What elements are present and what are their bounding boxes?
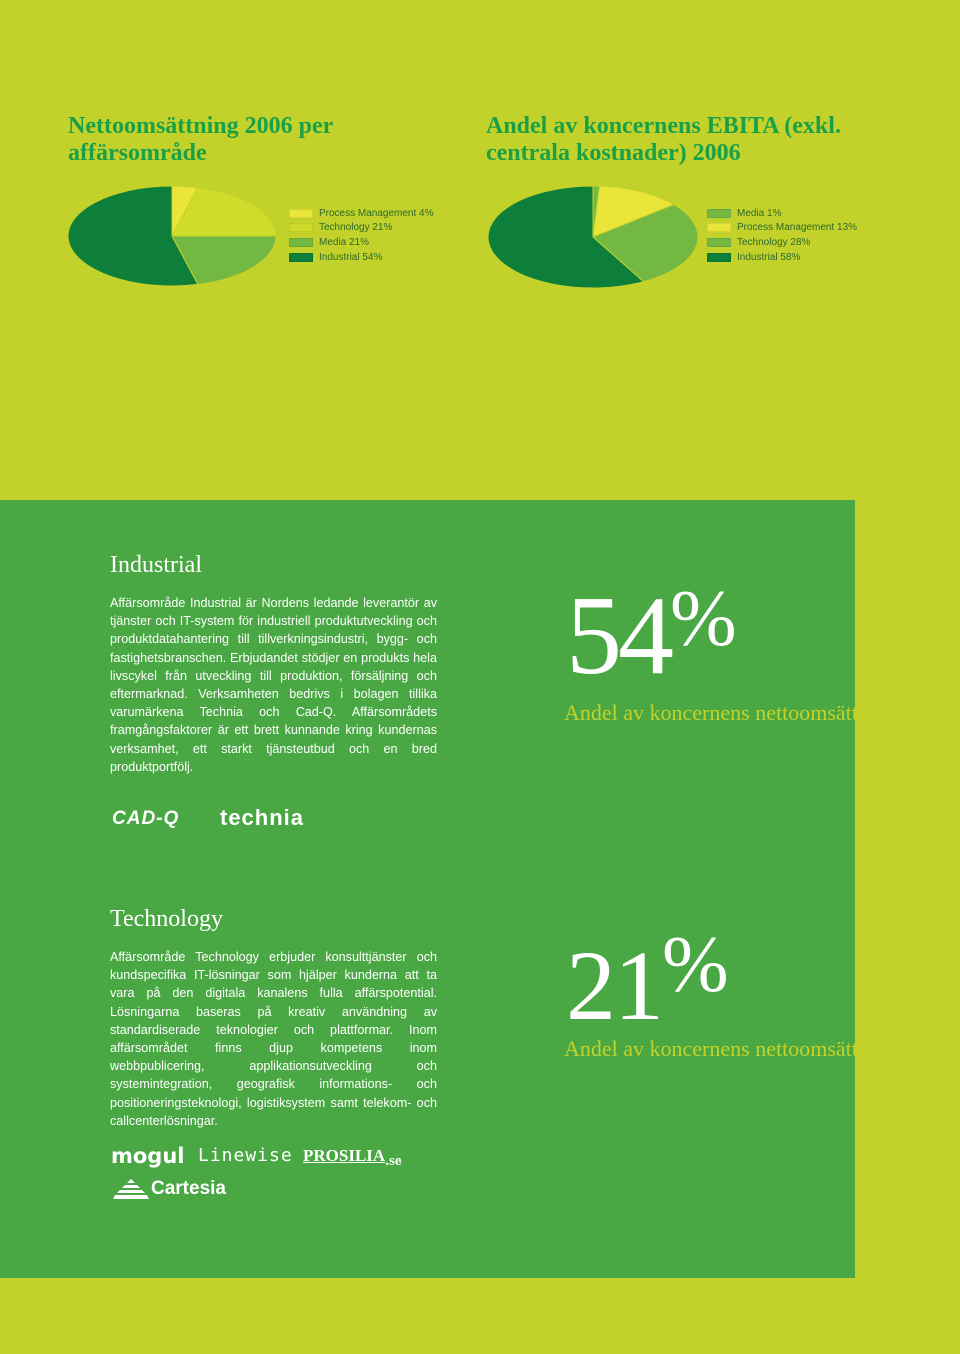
ebita-legend-swatch <box>707 238 731 247</box>
cartesia-logo <box>113 1178 226 1200</box>
mogul-logo: mogul <box>111 1144 185 1168</box>
technia-logo: technia <box>220 805 305 830</box>
ebita-legend-item <box>707 206 857 221</box>
revenue-legend-label: Process Management 4% <box>319 207 434 219</box>
revenue-legend-item <box>289 221 434 236</box>
prosilia-logo-domain: .se <box>385 1153 402 1169</box>
ebita-pie-chart <box>486 184 700 292</box>
industrial-share-number: 54 <box>566 574 670 698</box>
industrial-share-sign: % <box>670 575 733 663</box>
industrial-description: Affärsområde Industrial är Nordens ledande leverantör av tjänster och IT-system för industriell produktutveckling och produktdatahantering till tillverkningsindustri, bygg- och fastighetsbranschen. Erbjudandet stödjer en produkts hela livscykel från utveckling till produktion, försäljning och eftermarknad. Verksamheten bedrivs i bolagen tillika varumärkena Technia och Cad-Q. Affärsområdets framgångsfaktorer är ett brett kunnande kring kundernas verksamhet, ett starkt tjänsteutbud och en bred produktportfölj. <box>110 596 437 774</box>
revenue-legend-label: Media 21% <box>319 236 370 248</box>
ebita-legend-label: Industrial 58% <box>737 251 801 263</box>
industrial-share-percent <box>566 576 733 707</box>
revenue-legend-item <box>289 206 434 221</box>
industrial-title: Industrial <box>110 552 202 578</box>
ebita-legend-swatch <box>707 223 731 232</box>
prosilia-logo-text: PROSILIA <box>303 1146 386 1165</box>
ebita-legend-label: Process Management 13% <box>737 222 858 234</box>
ebita-legend-swatch <box>707 253 731 262</box>
linewise-logo: Linewise <box>198 1145 293 1166</box>
technology-share-sign: % <box>662 921 727 1009</box>
prosilia-logo <box>303 1146 402 1169</box>
revenue-legend-item <box>289 250 434 265</box>
cartesia-pyramid-icon <box>113 1178 149 1200</box>
revenue-pie-chart <box>66 184 278 290</box>
cartesia-logo-text: Cartesia <box>151 1178 226 1199</box>
ebita-legend-label: Technology 28% <box>737 236 811 248</box>
cadq-logo: CAD-Q <box>112 808 180 829</box>
revenue-legend-label: Industrial 54% <box>319 251 383 263</box>
ebita-legend-item <box>707 235 857 250</box>
revenue-pie-legend <box>289 206 434 264</box>
revenue-legend-swatch <box>289 238 313 247</box>
revenue-legend-swatch <box>289 209 313 218</box>
technology-share-number: 21 <box>566 930 662 1041</box>
ebita-legend-label: Media 1% <box>737 207 782 219</box>
technology-share-percent <box>566 921 727 1043</box>
revenue-legend-item <box>289 235 434 250</box>
revenue-legend-label: Technology 21% <box>319 222 393 234</box>
revenue-chart-title: Nettoomsättning 2006 per affärsområde <box>68 113 333 166</box>
technology-share-caption: Andel av koncernens nettoomsättning 2006 <box>564 1036 947 1061</box>
technology-title: Technology <box>110 906 223 932</box>
ebita-legend-swatch <box>707 209 731 218</box>
revenue-legend-swatch <box>289 253 313 262</box>
ebita-chart-title: Andel av koncernens EBITA (exkl. centrala kostnader) 2006 <box>486 113 841 166</box>
ebita-legend-item <box>707 221 857 236</box>
ebita-legend-item <box>707 250 857 265</box>
revenue-legend-swatch <box>289 223 313 232</box>
technology-description: Affärsområde Technology erbjuder konsulttjänster och kundspecifika IT-lösningar som hjälper kunderna att ta vara på den digitala kanalens fulla affärspotential. Lösningarna baseras på kreativ användning av standardiserade teknologier och plattformar. Inom affärsområdet finns djup kompetens inom webbpublicering, applikationsutveckling och systemintegration, geografisk informations- och positioneringsteknologi, logistiksystem samt telekom- och callcenterlösningar. <box>110 950 437 1128</box>
ebita-pie-legend <box>707 206 857 264</box>
industrial-share-caption: Andel av koncernens nettoomsättning 2006 <box>564 700 947 725</box>
